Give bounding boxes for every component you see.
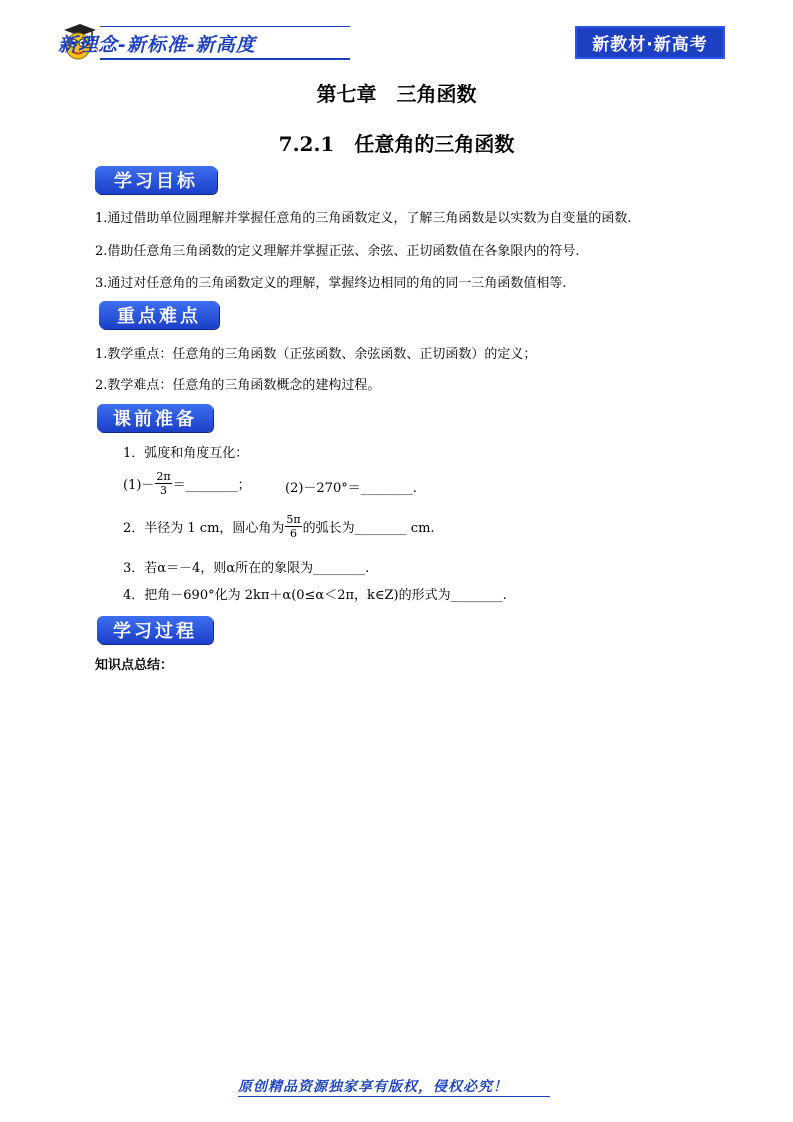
fraction	[285, 513, 301, 540]
section-title: 7.2.1 任意角的三角函数	[278, 132, 515, 156]
q2-suffix: 的弧长为________ cm.	[302, 521, 435, 536]
question-2	[123, 513, 435, 540]
fraction	[155, 470, 171, 497]
goal-item: 2.借助任意角三角函数的定义理解并掌握正弦、余弦、正切函数值在各象限内的符号.	[95, 244, 580, 259]
goal-item: 1.通过借助单位圆理解并掌握任意角的三角函数定义，了解三角函数是以实数为自变量的函数.	[95, 211, 632, 226]
key-point-item: 1.教学重点：任意角的三角函数（正弦函数、余弦函数、正切函数）的定义；	[95, 347, 537, 362]
key-points-label: 重点难点	[99, 301, 219, 329]
question-1-part-2: (2)－270°＝________.	[285, 481, 417, 496]
q1-part1-suffix: ＝________；	[172, 478, 251, 493]
key-point-item: 2.教学难点：任意角的三角函数概念的建构过程。	[95, 378, 381, 393]
preparation-label: 课前准备	[97, 404, 213, 432]
header-rule	[100, 58, 350, 60]
question-3: 3．若α＝－4，则α所在的象限为________.	[123, 561, 370, 576]
footer-rule	[238, 1096, 550, 1097]
header-slogan: 新理念-新标准-新高度	[58, 34, 256, 56]
chapter-title: 第七章 三角函数	[316, 82, 477, 106]
question-1-part-1	[123, 470, 251, 497]
fraction-numerator: 5π	[286, 513, 301, 526]
goal-item: 3.通过对任意角的三角函数定义的理解，掌握终边相同的角的同一三角函数值相等.	[95, 276, 567, 291]
goals-label: 学习目标	[95, 166, 217, 194]
q2-prefix: 2．半径为 1 cm，圆心角为	[123, 521, 285, 536]
fraction-denominator: 3	[160, 484, 168, 497]
fraction-numerator: 2π	[156, 470, 171, 483]
copyright-footer: 原创精品资源独家享有版权，侵权必究！	[238, 1079, 508, 1095]
fraction-denominator: 6	[290, 527, 298, 540]
question-1-title: 1．弧度和角度互化：	[123, 446, 249, 461]
header-badge: 新教材·新高考	[575, 26, 725, 59]
q1-part1-prefix: (1)－	[123, 478, 155, 493]
question-4: 4．把角－690°化为 2kπ＋α(0≤α＜2π，k∈Z)的形式为________.	[123, 588, 507, 603]
process-label: 学习过程	[97, 616, 213, 644]
header-rule-top	[100, 26, 350, 27]
knowledge-summary-heading: 知识点总结：	[95, 658, 174, 673]
